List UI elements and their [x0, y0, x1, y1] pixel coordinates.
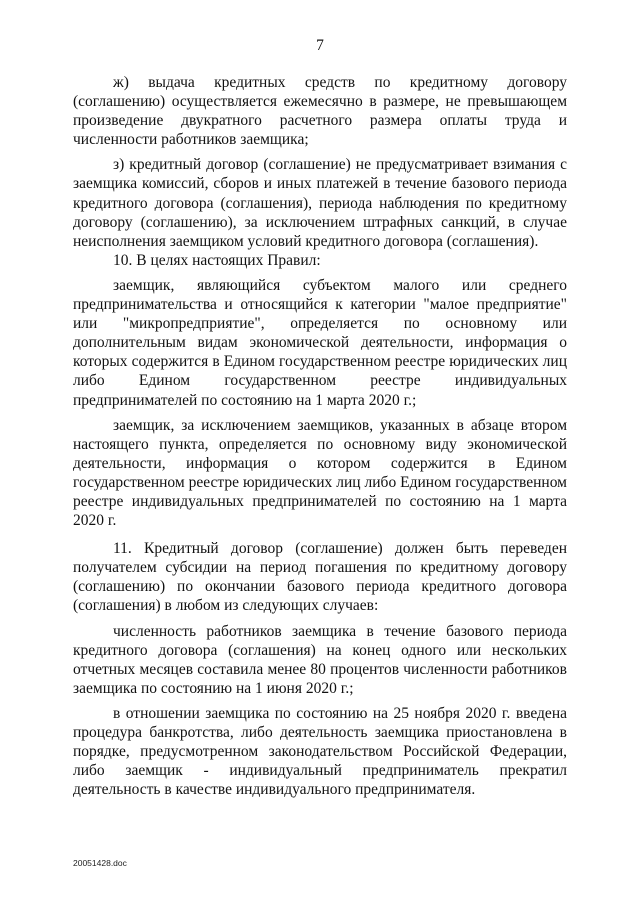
- paragraph-employee-count: численность работников заемщика в течение базового периода кредитного договора (соглашения) на конец одного или нескольких отчетных месяцев составила менее 80 процентов численности работников заемщика по состоянию на 1 июня 2020 г.;: [73, 622, 567, 697]
- paragraph-bankruptcy: в отношении заемщика по состоянию на 25 ноября 2020 г. введена процедура банкротства, либо деятельность заемщика приостановлена в порядке, предусмотренном законодательством Российской Федерации, либо заемщик - индивидуальный предприниматель прекратил деятельность в качестве индивидуального предпринимателя.: [73, 704, 567, 799]
- file-name-footer: 20051428.doc: [73, 858, 127, 868]
- document-body: [73, 73, 567, 799]
- page-number: 7: [316, 37, 324, 54]
- paragraph-item-zh: ж) выдача кредитных средств по кредитному договору (соглашению) осуществляется ежемесячно в размере, не превышающем произведение двукратного расчетного размера оплаты труда и численности работников заемщика;: [73, 74, 567, 149]
- paragraph-borrower-small-business: заемщик, являющийся субъектом малого или среднего предпринимательства и относящийся к категории "малое предприятие" или "микропредприятие", определяется по основному или дополнительным видам экономической деятельности, информация о которых содержится в Едином государственном реестре юридических лиц либо Едином государственном реестре индивидуальных предпринимателей по состоянию на 1 марта 2020 г.;: [73, 276, 567, 409]
- paragraph-clause-10: 10. В целях настоящих Правил:: [113, 251, 321, 269]
- paragraph-borrower-other: заемщик, за исключением заемщиков, указанных в абзаце втором настоящего пункта, определяется по основному виду экономической деятельности, информация о котором содержится в Едином государственном реестре юридических лиц либо Едином государственном реестре индивидуальных предпринимателей по состоянию на 1 марта 2020 г.: [73, 416, 567, 530]
- paragraph-item-z: з) кредитный договор (соглашение) не предусматривает взимания с заемщика комиссий, сборов и иных платежей в течение базового периода кредитного договора (соглашения), периода наблюдения по кредитному договору (соглашению), за исключением штрафных санкций, в случае неисполнения заемщиком условий кредитного договора (соглашения).: [73, 156, 567, 250]
- paragraph-clause-11: 11. Кредитный договор (соглашение) должен быть переведен получателем субсидии на период погашения по кредитному договору (соглашению) по окончании базового периода кредитного договора (соглашения) в любом из следующих случаев:: [73, 540, 567, 615]
